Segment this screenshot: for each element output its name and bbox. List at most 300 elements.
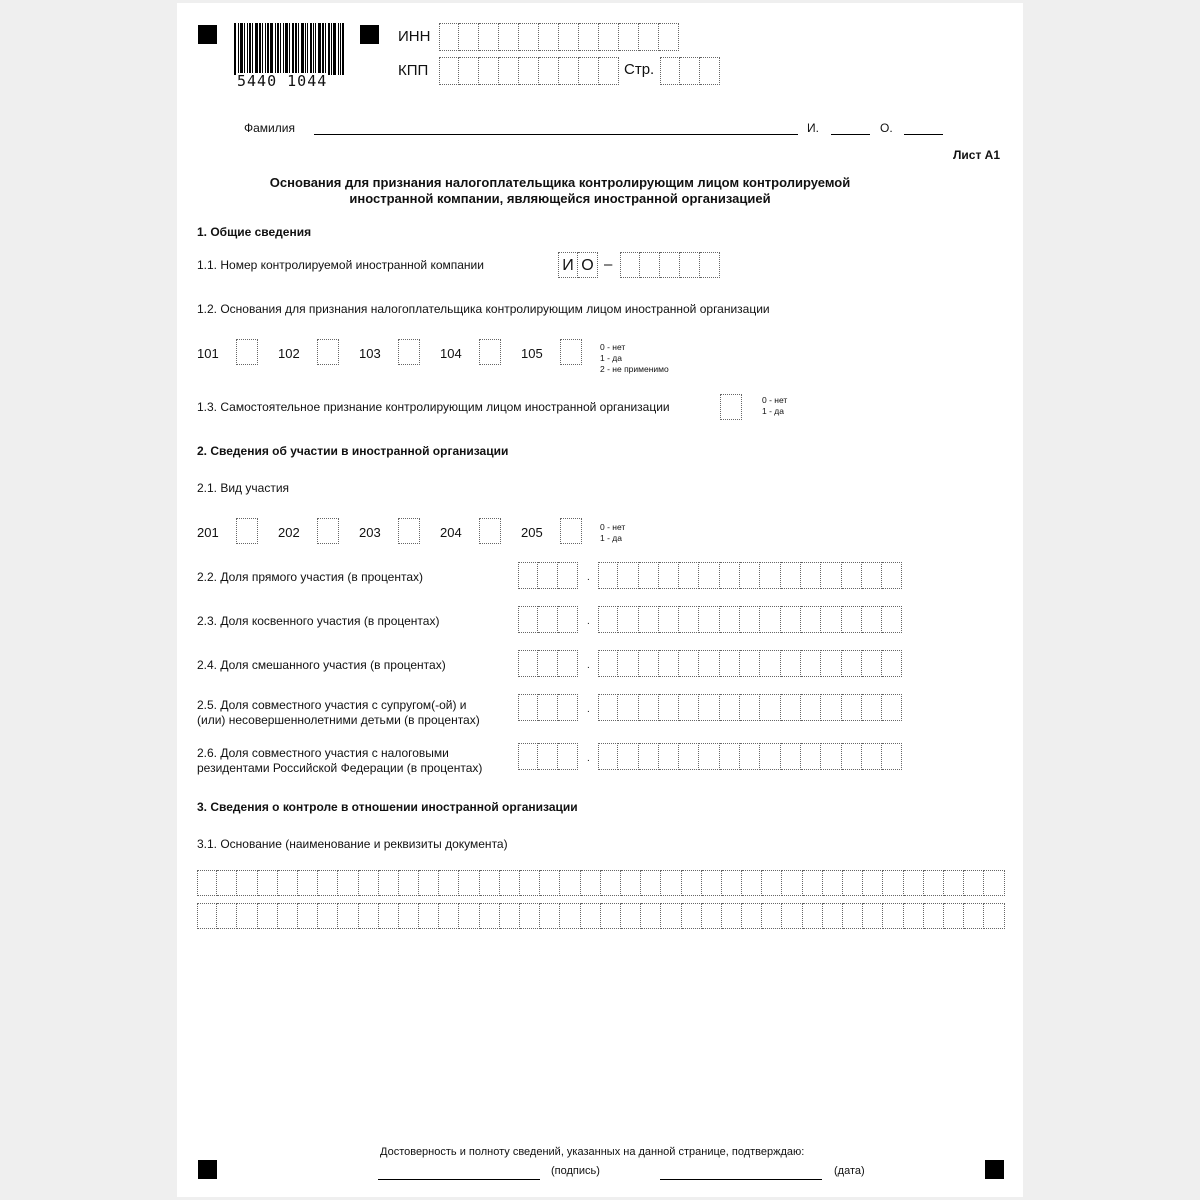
signature-field[interactable] <box>378 1179 540 1180</box>
input-cell[interactable] <box>659 650 679 677</box>
input-cell[interactable] <box>217 903 237 929</box>
code-label-201: 201 <box>197 525 219 540</box>
input-cell[interactable] <box>439 57 459 85</box>
code-label-203: 203 <box>359 525 381 540</box>
input-cell[interactable] <box>843 903 863 929</box>
input-cell[interactable] <box>459 870 479 896</box>
input-cell[interactable] <box>581 870 601 896</box>
input-cell[interactable] <box>740 650 760 677</box>
input-cell[interactable] <box>863 870 883 896</box>
date-label: (дата) <box>834 1165 865 1177</box>
input-cell[interactable] <box>518 743 538 770</box>
input-cell[interactable] <box>618 694 638 721</box>
input-cell[interactable] <box>598 694 618 721</box>
barcode-bar <box>275 23 276 75</box>
input-cell[interactable] <box>740 694 760 721</box>
input-cell[interactable] <box>762 870 782 896</box>
input-cell[interactable] <box>984 903 1004 929</box>
input-cell[interactable] <box>258 870 278 896</box>
barcode-bar <box>252 23 253 75</box>
input-cell[interactable] <box>318 870 338 896</box>
input-cell[interactable] <box>618 606 638 633</box>
input-cell[interactable] <box>904 870 924 896</box>
share-integer-field-5[interactable] <box>518 694 578 721</box>
input-cell[interactable] <box>538 743 558 770</box>
barcode-bar <box>340 23 341 75</box>
code-field-102[interactable] <box>317 339 339 365</box>
input-cell[interactable] <box>660 57 680 85</box>
input-cell[interactable] <box>742 870 762 896</box>
input-cell[interactable] <box>842 650 862 677</box>
input-cell[interactable] <box>661 870 681 896</box>
share-decimal-field-4[interactable] <box>598 650 902 677</box>
barcode-number: 5440 1044 <box>237 72 328 90</box>
input-cell[interactable] <box>639 694 659 721</box>
input-cell[interactable] <box>518 562 538 589</box>
item-1-2-label: 1.2. Основания для признания налогоплательщика контролирующим лицом иностранной организации <box>197 302 770 316</box>
barcode-bar <box>325 23 326 75</box>
item-1-3-legend <box>762 395 787 417</box>
input-cell[interactable] <box>538 650 558 677</box>
input-cell[interactable] <box>560 870 580 896</box>
input-cell[interactable] <box>619 23 639 51</box>
input-cell[interactable] <box>944 903 964 929</box>
barcode <box>234 23 346 75</box>
input-cell[interactable] <box>659 743 679 770</box>
item-2-6-label-line-2: резидентами Российской Федерации (в процентах) <box>197 761 483 775</box>
code-field-202[interactable] <box>317 518 339 544</box>
barcode-bar <box>247 23 248 75</box>
input-cell[interactable] <box>801 694 821 721</box>
initial-o-field[interactable] <box>904 134 943 135</box>
input-cell[interactable] <box>519 23 539 51</box>
input-cell[interactable] <box>237 903 257 929</box>
input-cell[interactable] <box>558 743 578 770</box>
inn-field[interactable] <box>439 23 679 51</box>
input-cell[interactable] <box>742 903 762 929</box>
share-integer-field-4[interactable] <box>518 650 578 677</box>
input-cell[interactable] <box>217 870 237 896</box>
input-cell[interactable] <box>882 606 902 633</box>
code-field-204[interactable] <box>479 518 501 544</box>
code-field-205[interactable] <box>560 518 582 544</box>
input-cell[interactable] <box>538 606 558 633</box>
input-cell[interactable] <box>740 743 760 770</box>
input-cell[interactable] <box>520 903 540 929</box>
item-2-1-label: 2.1. Вид участия <box>197 481 290 495</box>
input-cell[interactable] <box>479 57 499 85</box>
input-cell[interactable] <box>559 57 579 85</box>
input-cell[interactable] <box>558 562 578 589</box>
input-cell[interactable] <box>781 650 801 677</box>
barcode-bar <box>270 23 273 75</box>
input-cell[interactable] <box>379 903 399 929</box>
input-cell[interactable] <box>904 903 924 929</box>
input-cell[interactable] <box>760 650 780 677</box>
input-cell[interactable] <box>823 903 843 929</box>
item-1-2-legend <box>600 342 669 375</box>
input-cell[interactable] <box>659 23 679 51</box>
input-cell[interactable] <box>598 562 618 589</box>
input-cell[interactable] <box>579 23 599 51</box>
input-cell[interactable] <box>699 743 719 770</box>
initial-o-label: О. <box>880 121 893 135</box>
input-cell[interactable] <box>399 903 419 929</box>
input-cell[interactable] <box>862 606 882 633</box>
item-2-5-label-line-1: 2.5. Доля совместного участия с супругом(-ой) и <box>197 698 467 712</box>
input-cell[interactable] <box>618 743 638 770</box>
input-cell[interactable] <box>720 562 740 589</box>
input-cell[interactable] <box>479 23 499 51</box>
barcode-bar <box>289 23 290 75</box>
input-cell[interactable] <box>680 57 700 85</box>
input-cell[interactable] <box>964 870 984 896</box>
input-cell[interactable] <box>499 57 519 85</box>
date-field[interactable] <box>660 1179 822 1180</box>
input-cell[interactable] <box>803 903 823 929</box>
input-cell[interactable] <box>781 606 801 633</box>
input-cell[interactable] <box>278 903 298 929</box>
input-cell[interactable] <box>882 650 902 677</box>
input-cell[interactable] <box>539 57 559 85</box>
decimal-separator: . <box>587 616 590 627</box>
item-3-1-label: 3.1. Основание (наименование и реквизиты документа) <box>197 837 508 851</box>
input-cell[interactable] <box>862 694 882 721</box>
barcode-bar <box>307 23 308 75</box>
input-cell[interactable] <box>258 903 278 929</box>
input-cell[interactable] <box>298 903 318 929</box>
legend-yes: 1 - да <box>600 353 622 363</box>
input-cell[interactable] <box>459 23 479 51</box>
input-cell[interactable] <box>679 743 699 770</box>
barcode-bar <box>322 23 324 75</box>
input-cell[interactable] <box>699 694 719 721</box>
form-title-line-1: Основания для признания налогоплательщика контролирующим лицом контролируемой <box>269 175 851 190</box>
item-2-5-label-line-2: (или) несовершеннолетними детьми (в процентах) <box>197 713 480 727</box>
input-cell[interactable] <box>518 650 538 677</box>
decimal-separator: . <box>587 660 590 671</box>
legend-yes: 1 - да <box>600 533 622 543</box>
input-cell[interactable] <box>863 903 883 929</box>
input-cell[interactable] <box>882 562 902 589</box>
input-cell[interactable] <box>680 252 700 278</box>
input-cell[interactable] <box>760 606 780 633</box>
code-field-203[interactable] <box>398 518 420 544</box>
input-cell[interactable] <box>760 743 780 770</box>
input-cell[interactable] <box>699 606 719 633</box>
input-cell[interactable] <box>762 903 782 929</box>
input-cell[interactable] <box>843 870 863 896</box>
input-cell[interactable] <box>539 23 559 51</box>
input-cell[interactable] <box>722 870 742 896</box>
decimal-separator: . <box>587 572 590 583</box>
input-cell[interactable] <box>883 870 903 896</box>
input-cell[interactable] <box>558 650 578 677</box>
basis-document-row-2[interactable] <box>197 903 1005 929</box>
input-cell[interactable] <box>618 650 638 677</box>
input-cell[interactable] <box>459 57 479 85</box>
input-cell[interactable] <box>338 870 358 896</box>
barcode-bar <box>277 23 279 75</box>
input-cell[interactable] <box>660 252 680 278</box>
item-2-4-label: 2.4. Доля смешанного участия (в процентах) <box>197 658 446 672</box>
input-cell[interactable] <box>702 870 722 896</box>
input-cell[interactable] <box>661 903 681 929</box>
share-decimal-field-5[interactable] <box>598 694 902 721</box>
item-1-1-label: 1.1. Номер контролируемой иностранной компании <box>197 258 484 272</box>
input-cell[interactable] <box>699 562 719 589</box>
input-cell[interactable] <box>519 57 539 85</box>
input-cell[interactable] <box>579 57 599 85</box>
barcode-bar <box>249 23 251 75</box>
input-cell[interactable] <box>862 743 882 770</box>
input-cell[interactable] <box>540 870 560 896</box>
input-cell[interactable] <box>823 870 843 896</box>
input-cell[interactable] <box>480 903 500 929</box>
input-cell[interactable] <box>984 870 1004 896</box>
input-cell[interactable] <box>682 870 702 896</box>
input-cell[interactable] <box>639 650 659 677</box>
barcode-bar <box>333 23 336 75</box>
alignment-marker-top-left <box>198 25 217 44</box>
input-cell[interactable] <box>924 903 944 929</box>
input-cell[interactable] <box>964 903 984 929</box>
input-cell[interactable] <box>419 903 439 929</box>
input-cell[interactable] <box>379 870 399 896</box>
input-cell[interactable] <box>760 562 780 589</box>
surname-field[interactable] <box>314 134 798 135</box>
input-cell[interactable] <box>540 903 560 929</box>
input-cell[interactable] <box>621 903 641 929</box>
code-field-104[interactable] <box>479 339 501 365</box>
input-cell[interactable] <box>883 903 903 929</box>
input-cell[interactable] <box>641 870 661 896</box>
kpp-label: КПП <box>398 62 429 79</box>
barcode-bar <box>292 23 294 75</box>
barcode-bar <box>313 23 314 75</box>
barcode-bar <box>338 23 339 75</box>
barcode-bar <box>318 23 321 75</box>
barcode-bar <box>328 23 330 75</box>
alignment-marker-bottom-left <box>198 1160 217 1179</box>
input-cell[interactable] <box>298 870 318 896</box>
share-integer-field-2[interactable] <box>518 562 578 589</box>
input-cell[interactable] <box>581 903 601 929</box>
barcode-bar <box>331 23 332 75</box>
input-cell[interactable] <box>237 870 257 896</box>
input-cell[interactable] <box>439 870 459 896</box>
input-cell[interactable] <box>659 606 679 633</box>
page-number-field[interactable] <box>660 57 720 85</box>
input-cell[interactable] <box>842 694 862 721</box>
item-1-3-field[interactable] <box>720 394 742 420</box>
input-cell[interactable] <box>359 870 379 896</box>
input-cell[interactable] <box>699 650 719 677</box>
input-cell[interactable] <box>599 23 619 51</box>
input-cell[interactable] <box>419 870 439 896</box>
input-cell[interactable] <box>801 606 821 633</box>
barcode-bar <box>305 23 306 75</box>
input-cell[interactable] <box>659 694 679 721</box>
input-cell[interactable] <box>682 903 702 929</box>
share-integer-field-3[interactable] <box>518 606 578 633</box>
legend-no: 0 - нет <box>762 395 788 405</box>
page-number-label: Стр. <box>624 61 655 78</box>
input-cell[interactable] <box>459 903 479 929</box>
barcode-bar <box>259 23 261 75</box>
item-2-6-label-line-1: 2.6. Доля совместного участия с налоговыми <box>197 746 449 760</box>
input-cell[interactable] <box>801 650 821 677</box>
input-cell[interactable] <box>621 870 641 896</box>
input-cell[interactable] <box>601 903 621 929</box>
kik-prefix-letter: О <box>578 252 598 278</box>
legend-not-applicable: 2 - не применимо <box>600 364 669 374</box>
input-cell[interactable] <box>197 870 217 896</box>
input-cell[interactable] <box>740 562 760 589</box>
initial-i-field[interactable] <box>831 134 870 135</box>
section-3-heading: 3. Сведения о контроле в отношении иностранной организации <box>197 800 578 814</box>
input-cell[interactable] <box>538 562 558 589</box>
code-label-204: 204 <box>440 525 462 540</box>
input-cell[interactable] <box>862 650 882 677</box>
input-cell[interactable] <box>700 252 720 278</box>
input-cell[interactable] <box>639 606 659 633</box>
input-cell[interactable] <box>599 57 619 85</box>
input-cell[interactable] <box>821 694 841 721</box>
input-cell[interactable] <box>679 694 699 721</box>
code-label-205: 205 <box>521 525 543 540</box>
signature-label: (подпись) <box>551 1165 600 1177</box>
input-cell[interactable] <box>618 562 638 589</box>
barcode-bar <box>255 23 258 75</box>
input-cell[interactable] <box>639 23 659 51</box>
input-cell[interactable] <box>679 562 699 589</box>
input-cell[interactable] <box>639 743 659 770</box>
input-cell[interactable] <box>520 870 540 896</box>
input-cell[interactable] <box>842 743 862 770</box>
barcode-bar <box>238 23 239 75</box>
barcode-bar <box>301 23 304 75</box>
input-cell[interactable] <box>821 606 841 633</box>
input-cell[interactable] <box>801 562 821 589</box>
input-cell[interactable] <box>781 743 801 770</box>
input-cell[interactable] <box>641 903 661 929</box>
input-cell[interactable] <box>720 650 740 677</box>
input-cell[interactable] <box>500 870 520 896</box>
share-decimal-field-2[interactable] <box>598 562 902 589</box>
input-cell[interactable] <box>924 870 944 896</box>
input-cell[interactable] <box>842 606 862 633</box>
kpp-field[interactable] <box>439 57 619 85</box>
input-cell[interactable] <box>640 252 660 278</box>
input-cell[interactable] <box>882 743 902 770</box>
input-cell[interactable] <box>659 562 679 589</box>
share-decimal-field-6[interactable] <box>598 743 902 770</box>
legend-yes: 1 - да <box>762 406 784 416</box>
share-decimal-field-3[interactable] <box>598 606 902 633</box>
input-cell[interactable] <box>842 562 862 589</box>
input-cell[interactable] <box>598 743 618 770</box>
input-cell[interactable] <box>720 743 740 770</box>
input-cell[interactable] <box>620 252 640 278</box>
input-cell[interactable] <box>760 694 780 721</box>
input-cell[interactable] <box>821 650 841 677</box>
input-cell[interactable] <box>862 562 882 589</box>
kik-number-field[interactable] <box>620 252 720 278</box>
input-cell[interactable] <box>518 606 538 633</box>
input-cell[interactable] <box>679 606 699 633</box>
code-label-102: 102 <box>278 346 300 361</box>
input-cell[interactable] <box>318 903 338 929</box>
basis-document-row-1[interactable] <box>197 870 1005 896</box>
input-cell[interactable] <box>944 870 964 896</box>
code-field-201[interactable] <box>236 518 258 544</box>
input-cell[interactable] <box>278 870 298 896</box>
input-cell[interactable] <box>197 903 217 929</box>
kik-number-dash: – <box>604 256 613 273</box>
confirmation-text: Достоверность и полноту сведений, указанных на данной странице, подтверждаю: <box>380 1146 805 1158</box>
input-cell[interactable] <box>722 903 742 929</box>
input-cell[interactable] <box>720 606 740 633</box>
input-cell[interactable] <box>679 650 699 677</box>
input-cell[interactable] <box>538 694 558 721</box>
input-cell[interactable] <box>821 562 841 589</box>
barcode-bar <box>298 23 299 75</box>
initial-i-label: И. <box>807 121 819 135</box>
code-label-105: 105 <box>521 346 543 361</box>
input-cell[interactable] <box>720 694 740 721</box>
input-cell[interactable] <box>598 606 618 633</box>
input-cell[interactable] <box>781 694 801 721</box>
input-cell[interactable] <box>821 743 841 770</box>
input-cell[interactable] <box>338 903 358 929</box>
input-cell[interactable] <box>702 903 722 929</box>
input-cell[interactable] <box>439 23 459 51</box>
inn-label: ИНН <box>398 28 431 45</box>
input-cell[interactable] <box>559 23 579 51</box>
input-cell[interactable] <box>781 562 801 589</box>
input-cell[interactable] <box>782 903 802 929</box>
barcode-bar <box>295 23 297 75</box>
input-cell[interactable] <box>700 57 720 85</box>
input-cell[interactable] <box>359 903 379 929</box>
input-cell[interactable] <box>399 870 419 896</box>
input-cell[interactable] <box>558 606 578 633</box>
code-field-105[interactable] <box>560 339 582 365</box>
decimal-separator: . <box>587 753 590 764</box>
input-cell[interactable] <box>560 903 580 929</box>
barcode-bar <box>265 23 266 75</box>
input-cell[interactable] <box>480 870 500 896</box>
input-cell[interactable] <box>740 606 760 633</box>
input-cell[interactable] <box>499 23 519 51</box>
code-field-101[interactable] <box>236 339 258 365</box>
item-2-3-label: 2.3. Доля косвенного участия (в процентах) <box>197 614 440 628</box>
input-cell[interactable] <box>882 694 902 721</box>
input-cell[interactable] <box>500 903 520 929</box>
input-cell[interactable] <box>558 694 578 721</box>
input-cell[interactable] <box>598 650 618 677</box>
code-field-103[interactable] <box>398 339 420 365</box>
input-cell[interactable] <box>639 562 659 589</box>
share-integer-field-6[interactable] <box>518 743 578 770</box>
input-cell[interactable] <box>782 870 802 896</box>
input-cell[interactable] <box>601 870 621 896</box>
input-cell[interactable] <box>803 870 823 896</box>
input-cell[interactable] <box>439 903 459 929</box>
input-cell[interactable] <box>801 743 821 770</box>
input-cell[interactable] <box>518 694 538 721</box>
